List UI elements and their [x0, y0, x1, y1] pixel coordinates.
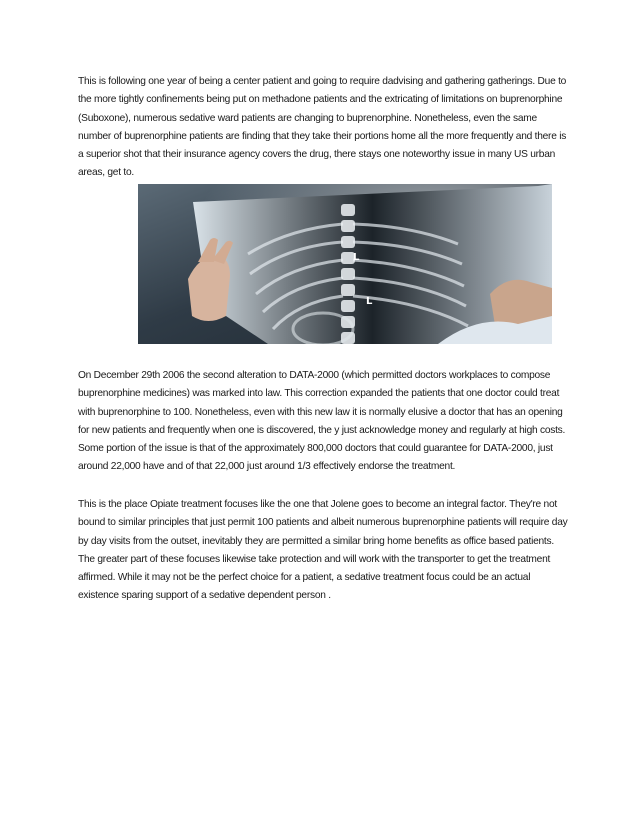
paragraph-intro: This is following one year of being a center patient and going to require dadvising and gathering gatherings. Due to the more tightly confinements being put on methadone patients and the extricating of limitations on buprenorphine (Suboxone), numerous sedative ward patients are changing to buprenorphine. Nonetheless, even the same number of buprenorphine patients are finding that they take their portions home all the more frequently and there is a superior shot that their insurance agency covers the drug, there stays one noteworthy issue in many US urban areas, get to.: [78, 76, 567, 179]
paragraph-data-2000: On December 29th 2006 the second alteration to DATA-2000 (which permitted doctors workplaces to compose buprenorphine medicines) was marked into law. This correction expanded the patients that one doctor could treat with buprenorphine to 100. Nonetheless, even with this new law it is normally elusive a doctor that has an opening for new patients and frequently when one is discovered, the y just acknowledge money and regularly at high costs. Some portion of the issue is that of the approximately 800,000 doctors that could guarantee for DATA-2000, just around 22,000 have and of that 22,000 just around 1/3 effectively endorse the treatment.: [78, 370, 566, 473]
film-marker-2: L: [366, 296, 373, 307]
xray-photo: [138, 184, 552, 344]
xray-illustration: [138, 184, 552, 344]
film-marker-1: L: [353, 252, 360, 263]
paragraph-opiate-treatment: This is the place Opiate treatment focuses like the one that Jolene goes to become an integral factor. They're not bound to similar principles that just permit 100 patients and albeit numerous buprenorphine patients will require day by day visits from the outset, inevitably they are permitted a similar bring home benefits as office based patients. The greater part of these focuses likewise take protection and will work with the transporter to get the treatment affirmed. While it may not be the perfect choice for a patient, a sedative treatment focus could be an actual existence sparing support of a sedative dependent person .: [78, 499, 568, 602]
